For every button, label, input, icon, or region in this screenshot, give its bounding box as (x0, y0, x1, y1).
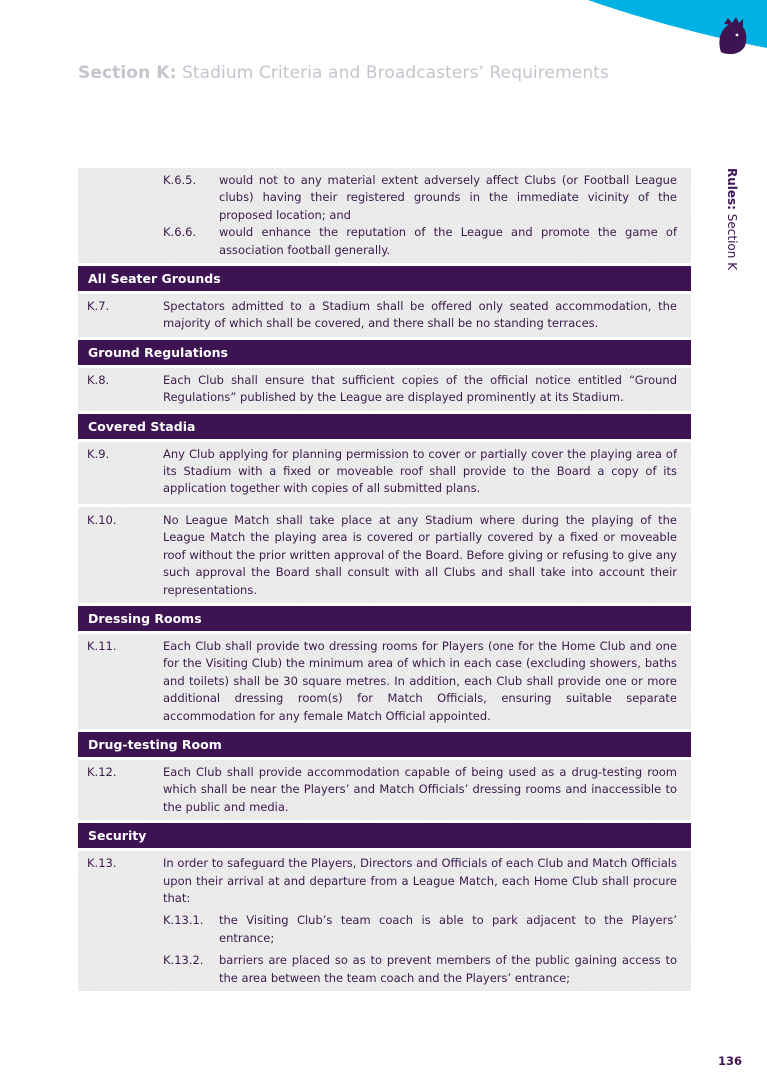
side-label (717, 168, 745, 278)
rule-number: K.11. (87, 638, 117, 653)
clause-number: K.13.1. (163, 913, 204, 928)
side-label-bold: Rules: (725, 168, 739, 210)
rule (87, 446, 677, 498)
rule-number: K.13. (87, 856, 117, 871)
rule (87, 764, 677, 816)
rule-number: K.12. (87, 764, 117, 779)
section-heading: Security (78, 823, 691, 848)
page-title (78, 63, 609, 83)
rule-text: Each Club shall provide accommodation capable of being used as a drug-testing room which shall be near the Players’ and Match Officials’ dressing rooms and inaccessible to the public and media. (163, 764, 677, 814)
rule-text: Each Club shall provide two dressing rooms for Players (one for the Home Club and one for the Visiting Club) the minimum area of which in each case (excluding showers, baths and toilets) shall be 30 square metres. In addition, each Club shall provide one or more additional dressing room(s) for Match Officials, ensuring suitable separate accommodation for any female Match Official appointed. (163, 638, 677, 723)
intro-block (78, 168, 691, 263)
clause-text: the Visiting Club’s team coach is able to park adjacent to the Players’ entrance; (219, 913, 677, 945)
title-section: Section K: (78, 63, 177, 83)
section-heading: Ground Regulations (78, 340, 691, 365)
title-text: Stadium Criteria and Broadcasters’ Requirements (176, 63, 609, 83)
rule (87, 372, 677, 407)
rule-text: Each Club shall ensure that sufficient copies of the official notice entitled “Ground Regulations” published by the League are displayed prominently at its Stadium. (163, 372, 677, 405)
clause-number: K.13.2. (163, 953, 204, 968)
rule-block (78, 634, 691, 729)
subclause (163, 172, 677, 224)
rule-block (78, 760, 691, 820)
rule-number: K.10. (87, 512, 117, 527)
section-heading: Dressing Rooms (78, 606, 691, 631)
rule-block (78, 442, 691, 603)
clause-text: would not to any material extent adversely affect Clubs (or Football League clubs) having their registered grounds in the immediate vicinity of the proposed location; and (219, 173, 677, 222)
rule-number: K.9. (87, 446, 110, 461)
rule-text: No League Match shall take place at any Stadium where during the playing of the League Match the playing area is covered or partially covered by a fixed or moveable roof without the prior written approval of the Board. Before giving or refusing to give any such approval the Board shall consult with all Clubs and shall take into account their representations. (163, 512, 677, 597)
section-heading: Covered Stadia (78, 414, 691, 439)
rule (87, 638, 677, 725)
rule-text: Any Club applying for planning permission to cover or partially cover the playing area of its Stadium with a fixed or moveable roof shall provide to the Board a copy of its application together with copies of all submitted plans. (163, 446, 677, 496)
rule-number: K.7. (87, 299, 110, 314)
rules-content (78, 168, 691, 994)
clause-text: barriers are placed so as to prevent members of the public gaining access to the area between the team coach and the Players’ entrance; (219, 953, 677, 985)
clause-text: would enhance the reputation of the League and promote the game of association football generally. (219, 225, 677, 257)
rule-number: K.8. (87, 372, 110, 387)
subclause (163, 224, 677, 259)
rule (87, 298, 677, 333)
clause-number: K.6.6. (163, 225, 197, 240)
rule-block (78, 368, 691, 411)
rule (87, 512, 677, 599)
corner-decoration (0, 0, 767, 60)
subclause (163, 912, 677, 947)
rule-block (78, 851, 691, 991)
rule-block (78, 294, 691, 337)
subclause (163, 952, 677, 987)
section-heading: All Seater Grounds (78, 266, 691, 291)
rule-divider (78, 504, 691, 507)
rule-text: In order to safeguard the Players, Directors and Officials of each Club and Match Officials upon their arrival at and departure from a League Match, each Home Club shall procure that: (163, 856, 677, 905)
page-number: 136 (718, 1054, 743, 1068)
clause-number: K.6.5. (163, 173, 197, 187)
rule (87, 855, 677, 907)
side-label-text: Section K (725, 209, 739, 271)
section-heading: Drug-testing Room (78, 732, 691, 757)
rule-text: Spectators admitted to a Stadium shall be offered only seated accommodation, the majority of which shall be covered, and there shall be no standing terraces. (163, 299, 677, 331)
